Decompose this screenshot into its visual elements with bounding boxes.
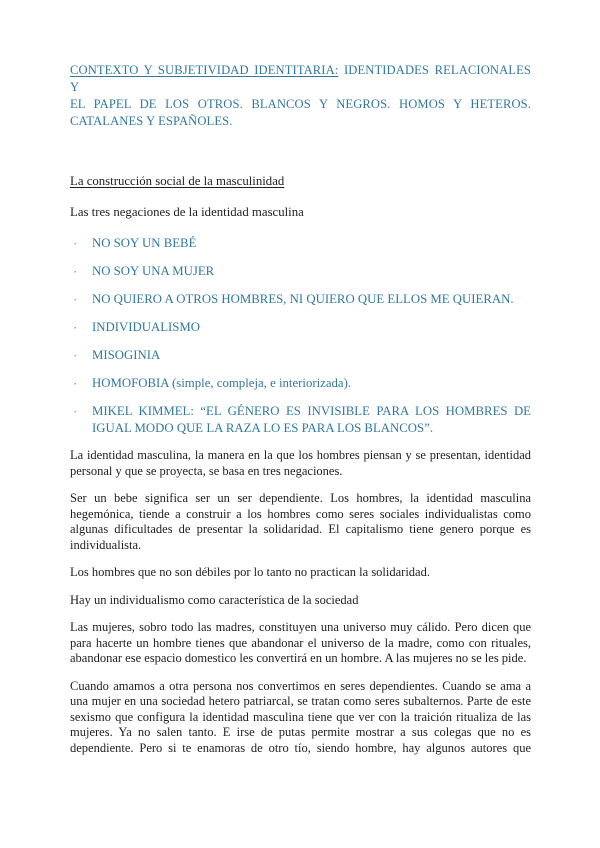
list-item (70, 347, 531, 364)
list-item (70, 235, 531, 252)
section-subheading: Las tres negaciones de la identidad masculina (70, 205, 304, 219)
bullet-marker: · (73, 348, 78, 363)
list-item-text: NO SOY UNA MUJER (92, 264, 215, 278)
bullet-marker: · (73, 292, 78, 307)
list-item-text: MIKEL KIMMEL: “EL GÉNERO ES INVISIBLE PARA LOS HOMBRES DE IGUAL MODO QUE LA RAZA LO ES PARA LOS BLANCOS”. (92, 404, 531, 435)
negations-list (70, 235, 531, 437)
bullet-marker: · (73, 264, 78, 279)
body-paragraph: Cuando amamos a otra persona nos convertimos en seres dependientes. Cuando se ama a una mujer en una sociedad hetero patriarcal, se tratan como seres subalternos. Parte de este sexismo que configura la identidad masculina tiene que ver con la traición ritualiza de las mujeres. Ya no salen tanto. E irse de putas permite mostrar a sus colegas que no es dependiente. Pero si te enamoras de otro tío, siendo hombre, hay algunos autores que (70, 678, 531, 755)
body-paragraph: Las mujeres, sobro todo las madres, constituyen una universo muy cálido. Pero dicen que para hacerte un hombre tienes que abandonar el universo de la madre, como con rituales, abandonar ese espacio domestico les convertirá en un hombre. A las mujeres no se les pide. (70, 620, 531, 665)
body-paragraph: Ser un bebe significa ser un ser dependiente. Los hombres, la identidad masculina hegemónica, tiende a construir a los hombres como seres sociales individualistas como algunas dificultades de presentar la solidaridad. El capitalismo tiene genero porque es individualista. (70, 491, 531, 552)
body-paragraph: Hay un individualismo como característica de la sociedad (70, 592, 359, 607)
document-title-line-1 (70, 62, 531, 96)
list-item-text: NO SOY UN BEBÉ (92, 236, 197, 250)
document-title (70, 62, 531, 130)
document-title-line-3: CATALANES Y ESPAÑOLES. (70, 114, 233, 128)
list-item (70, 375, 531, 392)
list-item-text: INDIVIDUALISMO (92, 320, 201, 334)
document-title-line-1-rest: IDENTIDADES RELACIONALES Y (70, 63, 531, 94)
document-title-underlined: CONTEXTO Y SUBJETIVIDAD IDENTITARIA: (70, 63, 339, 77)
list-item-text: NO QUIERO A OTROS HOMBRES, NI QUIERO QUE ELLOS ME QUIERAN. (92, 292, 514, 306)
bullet-marker: · (73, 376, 78, 391)
list-item (70, 403, 531, 437)
list-item (70, 291, 531, 308)
bullet-marker: · (73, 320, 78, 335)
list-item-text: MISOGINIA (92, 348, 161, 362)
bullet-marker: · (73, 404, 78, 419)
bullet-marker: · (73, 236, 78, 251)
section-heading: La construcción social de la masculinidad (70, 174, 285, 188)
document-title-line-2: EL PAPEL DE LOS OTROS. BLANCOS Y NEGROS. HOMOS Y HETEROS. (70, 97, 531, 111)
list-item (70, 263, 531, 280)
body-paragraph: Los hombres que no son débiles por lo tanto no practican la solidaridad. (70, 565, 430, 579)
list-item-text: HOMOFOBIA (simple, compleja, e interiorizada). (92, 376, 352, 390)
body-paragraph: La identidad masculina, la manera en la que los hombres piensan y se presentan, identidad personal y que se proyecta, se basa en tres negaciones. (70, 448, 531, 478)
list-item (70, 319, 531, 336)
